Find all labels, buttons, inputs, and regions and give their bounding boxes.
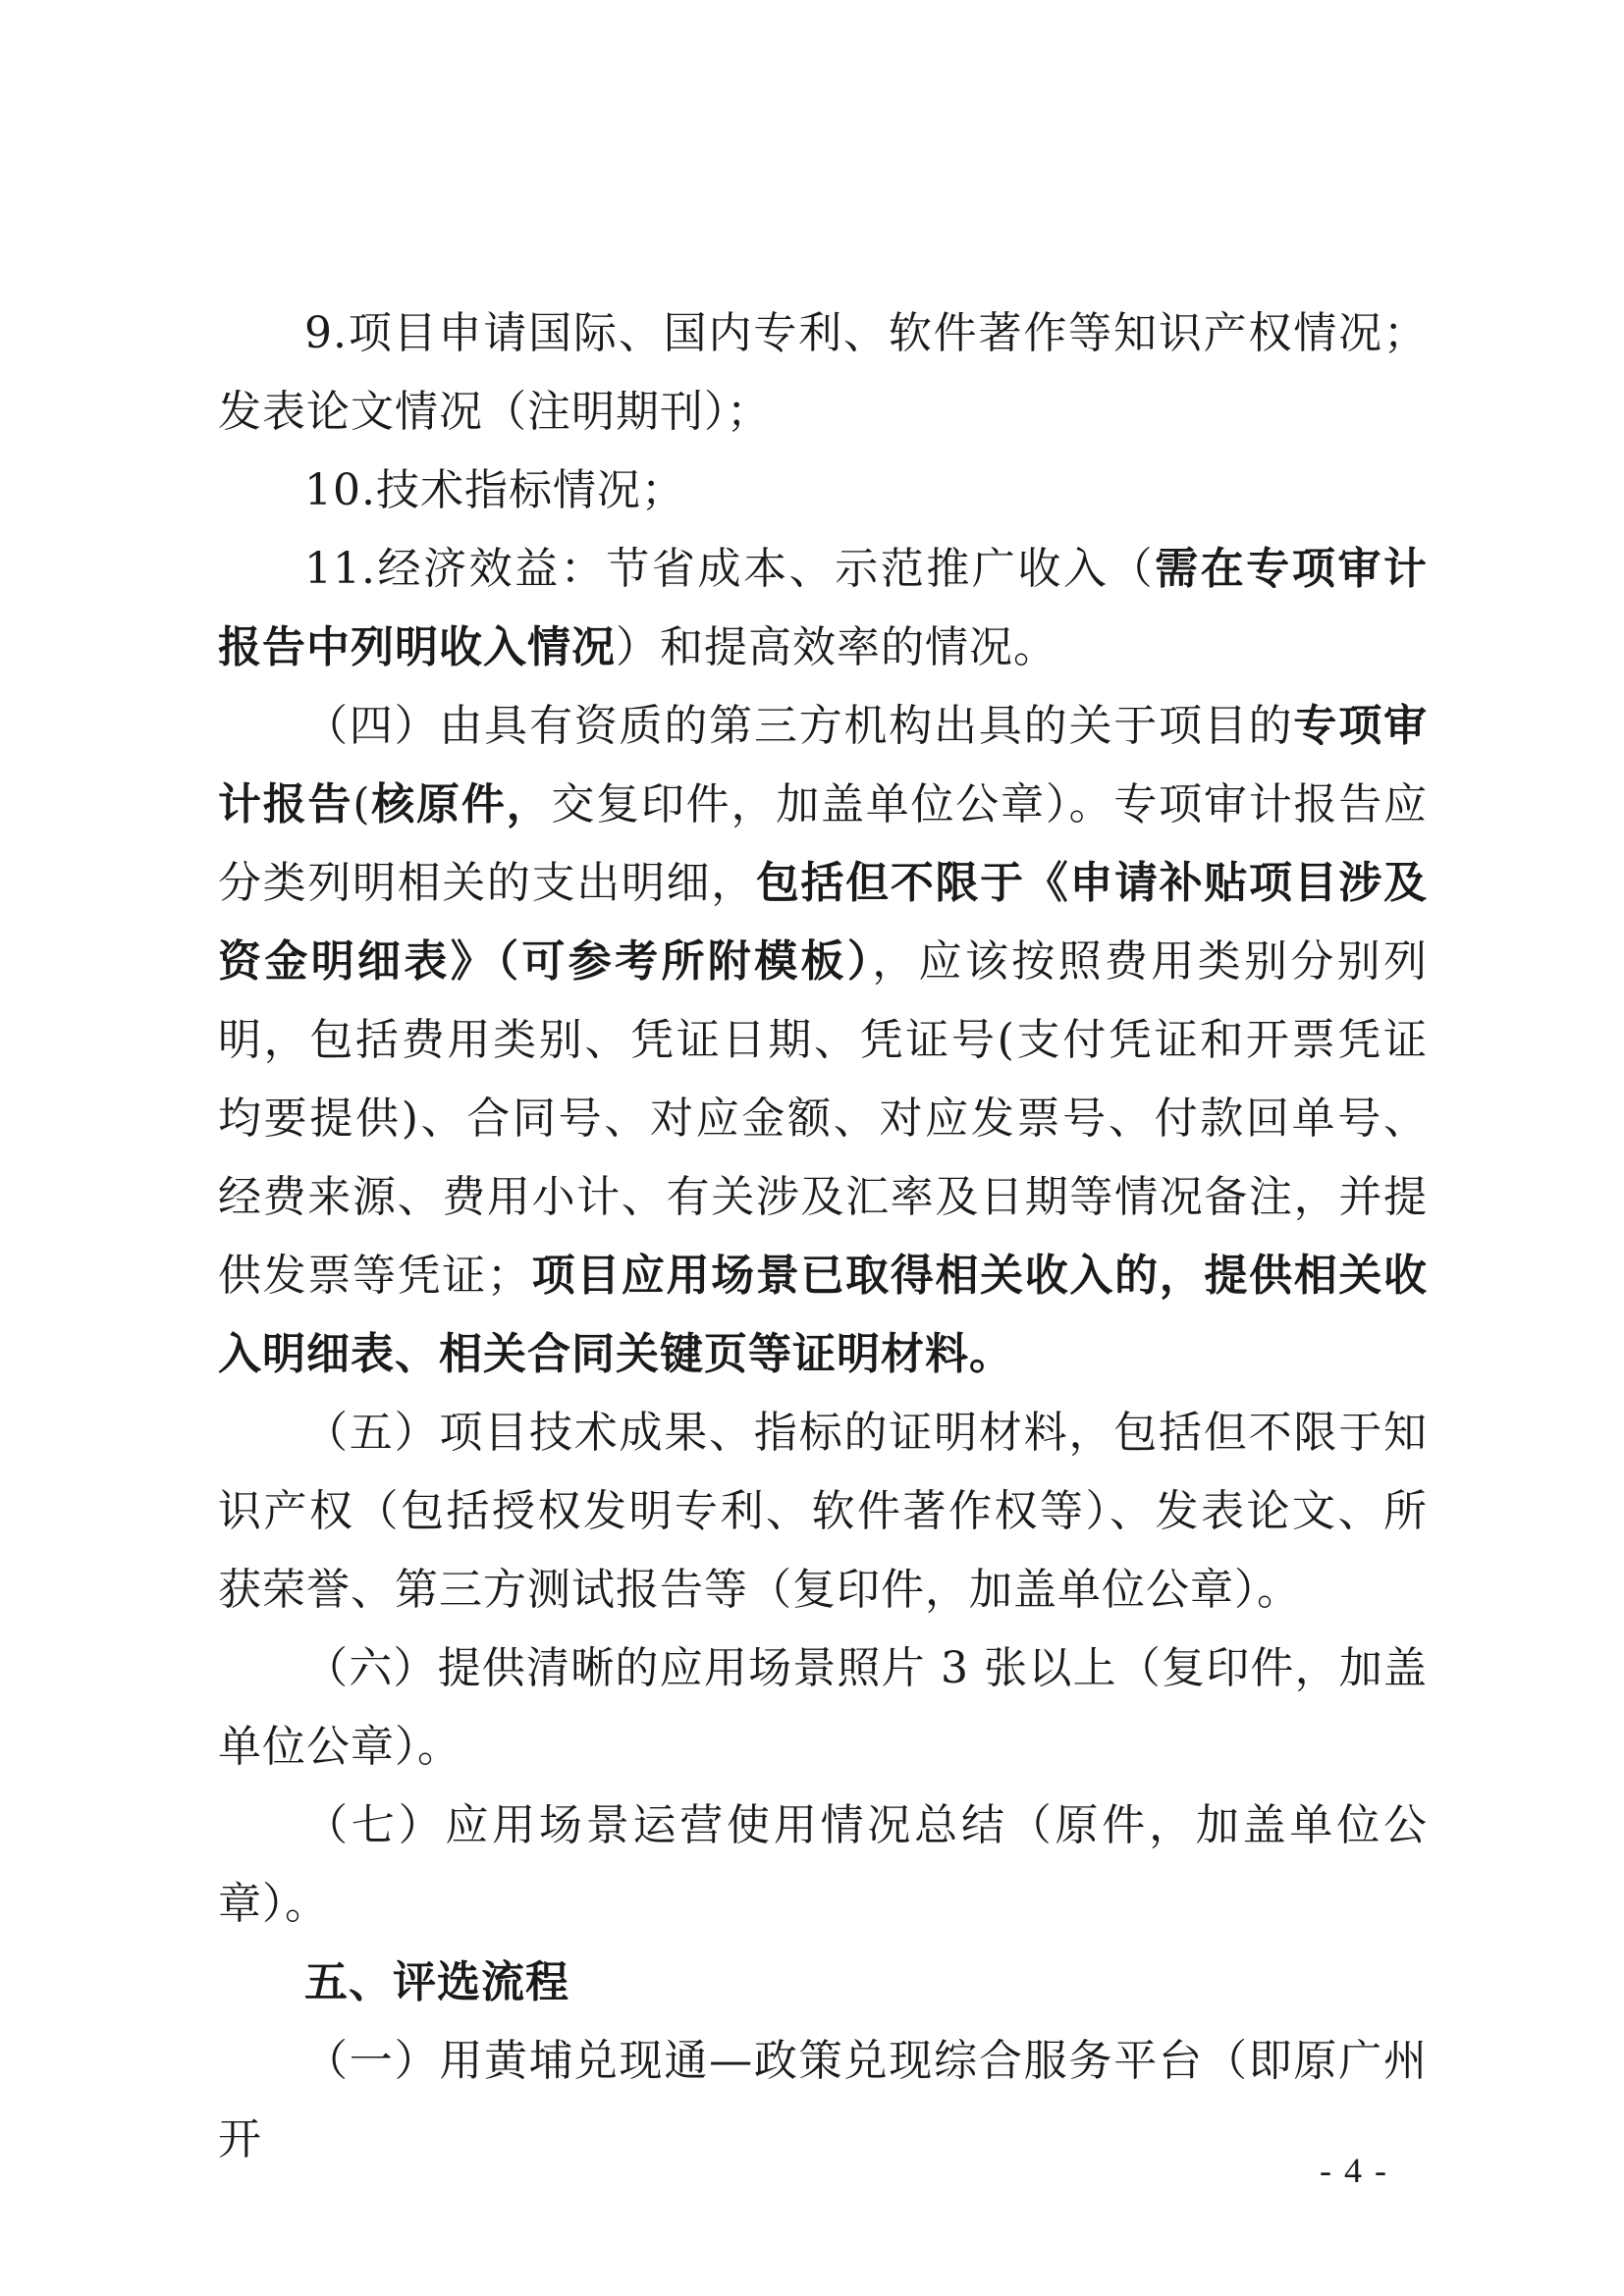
paragraph-item-6-photos: [218, 1629, 1428, 1787]
text-segment: 11.经济效益：节省成本、示范推广收入（: [304, 544, 1156, 594]
bold-text-segment: 需在专项审计报告中列明收入情况: [218, 544, 1429, 672]
paragraph-item-9: [218, 294, 1428, 452]
text-segment: 10.技术指标情况；: [304, 465, 685, 515]
final-paragraph: （一）用黄埔兑现通—政策兑现综合服务平台（即原广州开: [218, 2036, 1428, 2164]
paragraph-item-11: [218, 530, 1428, 687]
document-body: [218, 294, 1428, 2179]
text-segment: （七）应用场景运营使用情况总结（原件，加盖单位公章）。: [218, 1800, 1428, 1929]
paragraph-item-10: [218, 452, 1428, 530]
paragraph-item-7-summary: [218, 1787, 1428, 1944]
text-segment: 9.项目申请国际、国内专利、软件著作等知识产权情况；发表论文情况（注明期刊）；: [218, 308, 1428, 437]
bold-text-segment: 包括但不限于《申请补贴项目涉及资金明细表》（可参考所附模板）: [218, 858, 1429, 987]
bold-text-segment: 核原件，: [370, 779, 552, 829]
text-segment: 交复印件，加盖单位公章）。专项审计报告应分类列明相关的支出明细，: [218, 779, 1429, 908]
text-segment: (: [352, 779, 371, 829]
section-heading: 五、评选流程: [304, 1957, 569, 2007]
paragraph-item-4-audit: [218, 687, 1428, 1394]
text-segment: （五）项目技术成果、指标的证明材料，包括但不限于知识产权（包括授权发明专利、软件著作权等）、发表论文、所获荣誉、第三方测试报告等（复印件，加盖单位公章）。: [218, 1408, 1428, 1615]
paragraph-item-5-proof: [218, 1394, 1428, 1629]
bold-text-segment: 专项审计报告: [218, 701, 1429, 829]
paragraph-list: [218, 294, 1428, 1944]
text-segment: ）和提高效率的情况。: [616, 622, 1057, 672]
text-segment: （六）提供清晰的应用场景照片 3 张以上（复印件，加盖单位公章）。: [218, 1643, 1428, 1772]
text-segment: ，应该按照费用类别分别列明，包括费用类别、凭证日期、凭证号(支付凭证和开票凭证均要提供)、合同号、对应金额、对应发票号、付款回单号、经费来源、费用小计、有关涉及汇率及日期等情况备注，并提供发票等凭证；: [218, 936, 1429, 1301]
bold-text-segment: 项目应用场景已取得相关收入的，提供相关收入明细表、相关合同关键页等证明材料。: [218, 1251, 1429, 1379]
text-segment: （四）由具有资质的第三方机构出具的关于项目的: [304, 701, 1294, 751]
page-number: - 4 -: [1320, 2151, 1388, 2190]
